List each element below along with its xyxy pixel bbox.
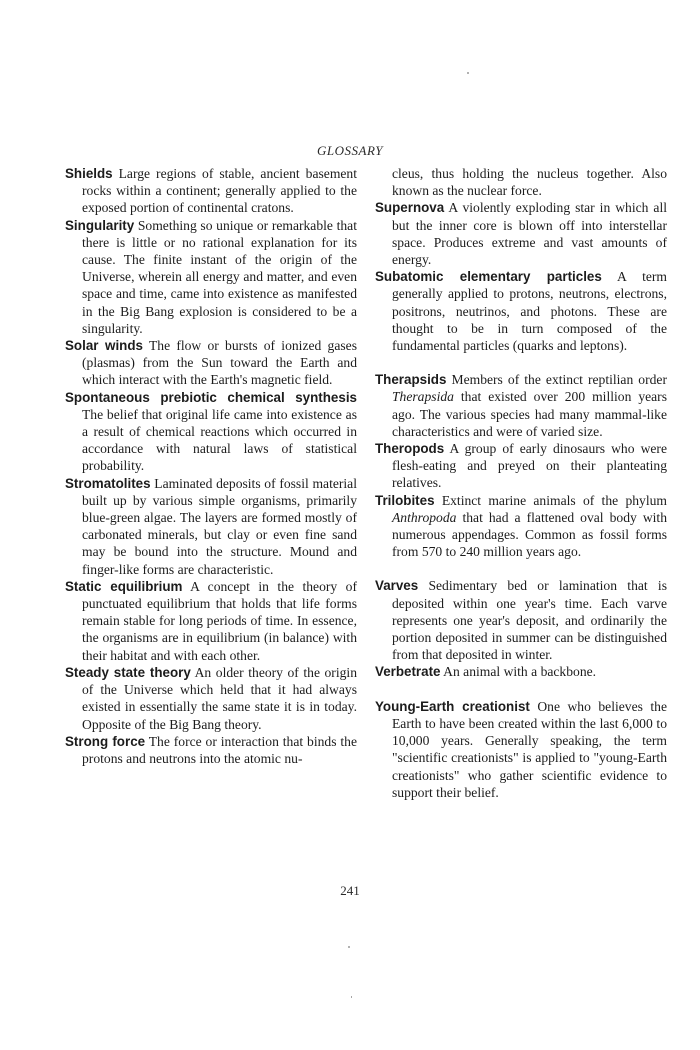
glossary-term: Therapsids	[375, 372, 447, 388]
glossary-definition-italic: Anthropoda	[392, 509, 457, 525]
glossary-term: Theropods	[375, 441, 445, 457]
glossary-term: Young-Earth creationist	[375, 698, 530, 714]
glossary-term: Supernova	[375, 200, 445, 216]
glossary-entry-subatomic-elementary-particles	[375, 268, 667, 354]
scan-speck	[351, 996, 352, 998]
glossary-definition: The flow or bursts of ionized gases (plasmas) from the Sun toward the Earth and which interact with the Earth's magnetic field.	[82, 338, 357, 388]
page-number: 241	[340, 883, 360, 898]
glossary-entry-strong-force	[65, 733, 357, 767]
glossary-entry-verbetrate	[375, 663, 667, 680]
glossary-definition: A term generally applied to protons, neutrons, electrons, positrons, neutrinos, and photons. These are thought to be in turn composed of the fundamental particles (quarks and leptons).	[392, 269, 667, 354]
glossary-term: Subatomic elementary particles	[375, 269, 602, 285]
glossary-term: Stromatolites	[65, 475, 151, 491]
glossary-term: Strong force	[65, 733, 146, 749]
glossary-entry-supernova	[375, 199, 667, 268]
glossary-definition: Members of the extinct reptilian order	[446, 372, 667, 388]
glossary-entry-solar-winds	[65, 337, 357, 389]
glossary-definition: Sedimentary bed or lamination that is deposited within one year's time. Each varve represents one year's deposit, and ordinarily the portion deposited in summer can be distinguished from that deposited in winter.	[392, 578, 667, 663]
glossary-entry-shields	[65, 165, 357, 217]
glossary-definition: A violently exploding star in which all but the inner core is blown off into interstellar space. Produces extreme and vast amounts of energy.	[392, 200, 667, 268]
glossary-definition: that had a flattened oval body with numerous appendages. Common as fossil forms from 570 to 240 million years ago.	[392, 509, 667, 560]
glossary-term: Trilobites	[375, 492, 435, 508]
glossary-definition: A group of early dinosaurs who were flesh-eating and preyed on their planteating relatives.	[392, 441, 667, 491]
glossary-entry-young-earth-creationist	[375, 698, 667, 801]
page-header: GLOSSARY	[317, 143, 383, 158]
glossary-definition: The belief that original life came into existence as a result of chemical reactions which occurred in accordance with natural laws of statistical probability.	[82, 406, 357, 474]
glossary-entry-varves	[375, 577, 667, 663]
glossary-entry-steady-state-theory	[65, 664, 357, 733]
glossary-entry-therapsids	[375, 371, 667, 440]
glossary-term: Singularity	[65, 217, 135, 233]
glossary-term: Static equilibrium	[65, 578, 183, 594]
right-column	[375, 165, 667, 801]
section-gap	[375, 560, 667, 577]
glossary-entry-spontaneous-prebiotic-chemical-synthesis	[65, 389, 357, 475]
glossary-definition: that existed over 200 million years ago. The various species had many mammal-like characteristics and were of varied size.	[392, 389, 667, 439]
glossary-term: Solar winds	[65, 338, 143, 354]
glossary-definition: The force or interaction that binds the protons and neutrons into the atomic nu-	[82, 733, 357, 766]
left-column	[65, 165, 357, 767]
glossary-entry-singularity	[65, 217, 357, 337]
glossary-entry-stromatolites	[65, 475, 357, 578]
glossary-entry-theropods	[375, 440, 667, 492]
glossary-definition-italic: Therapsida	[392, 389, 454, 405]
glossary-definition: Large regions of stable, ancient basement rocks within a continent; generally applied to the exposed portion of continental cratons.	[82, 166, 357, 216]
glossary-definition: Something so unique or remarkable that there is little or no rational explanation for its cause. The finite instant of the origin of the Universe, wherein all energy and matter, and even space and time, came into existence as manifested in the Big Bang explosion is considered to be a singularity.	[82, 217, 357, 336]
glossary-term: Verbetrate	[375, 664, 441, 680]
glossary-term: Varves	[375, 578, 419, 594]
glossary-term: Steady state theory	[65, 664, 191, 680]
glossary-continuation: cleus, thus holding the nucleus together. Also known as the nuclear force.	[392, 166, 667, 199]
glossary-definition: One who believes the Earth to have been created within the last 6,000 to 10,000 years. Generally speaking, the term "scientific creationists" is applied to "young-Earth creationists" who gather scientific evidence to support their belief.	[392, 698, 667, 800]
section-gap	[375, 681, 667, 698]
glossary-definition: Extinct marine animals of the phylum	[434, 492, 667, 508]
glossary-entry-trilobites	[375, 492, 667, 561]
section-gap	[375, 354, 667, 371]
scan-speck	[348, 946, 350, 948]
glossary-term: Spontaneous prebiotic chemical synthesis	[65, 389, 357, 405]
glossary-definition: An older theory of the origin of the Universe which held that it had always existed in essentially the same state it is in today. Opposite of the Big Bang theory.	[82, 664, 357, 732]
glossary-definition: Laminated deposits of fossil material built up by various simple organisms, primarily blue-green algae. The layers are formed mostly of carbonated minerals, but clay or even fine sand may be bound into the structure. Mound and finger-like forms are characteristic.	[82, 475, 357, 577]
glossary-entry-static-equilibrium	[65, 578, 357, 664]
glossary-definition: A concept in the theory of punctuated equilibrium that holds that life forms remain stable for long periods of time. In essence, the organisms are in equilibrium (in balance) with their habitat and with each other.	[82, 578, 357, 663]
glossary-definition: An animal with a backbone.	[440, 664, 597, 680]
glossary-term: Shields	[65, 166, 113, 181]
scan-speck	[467, 72, 469, 74]
